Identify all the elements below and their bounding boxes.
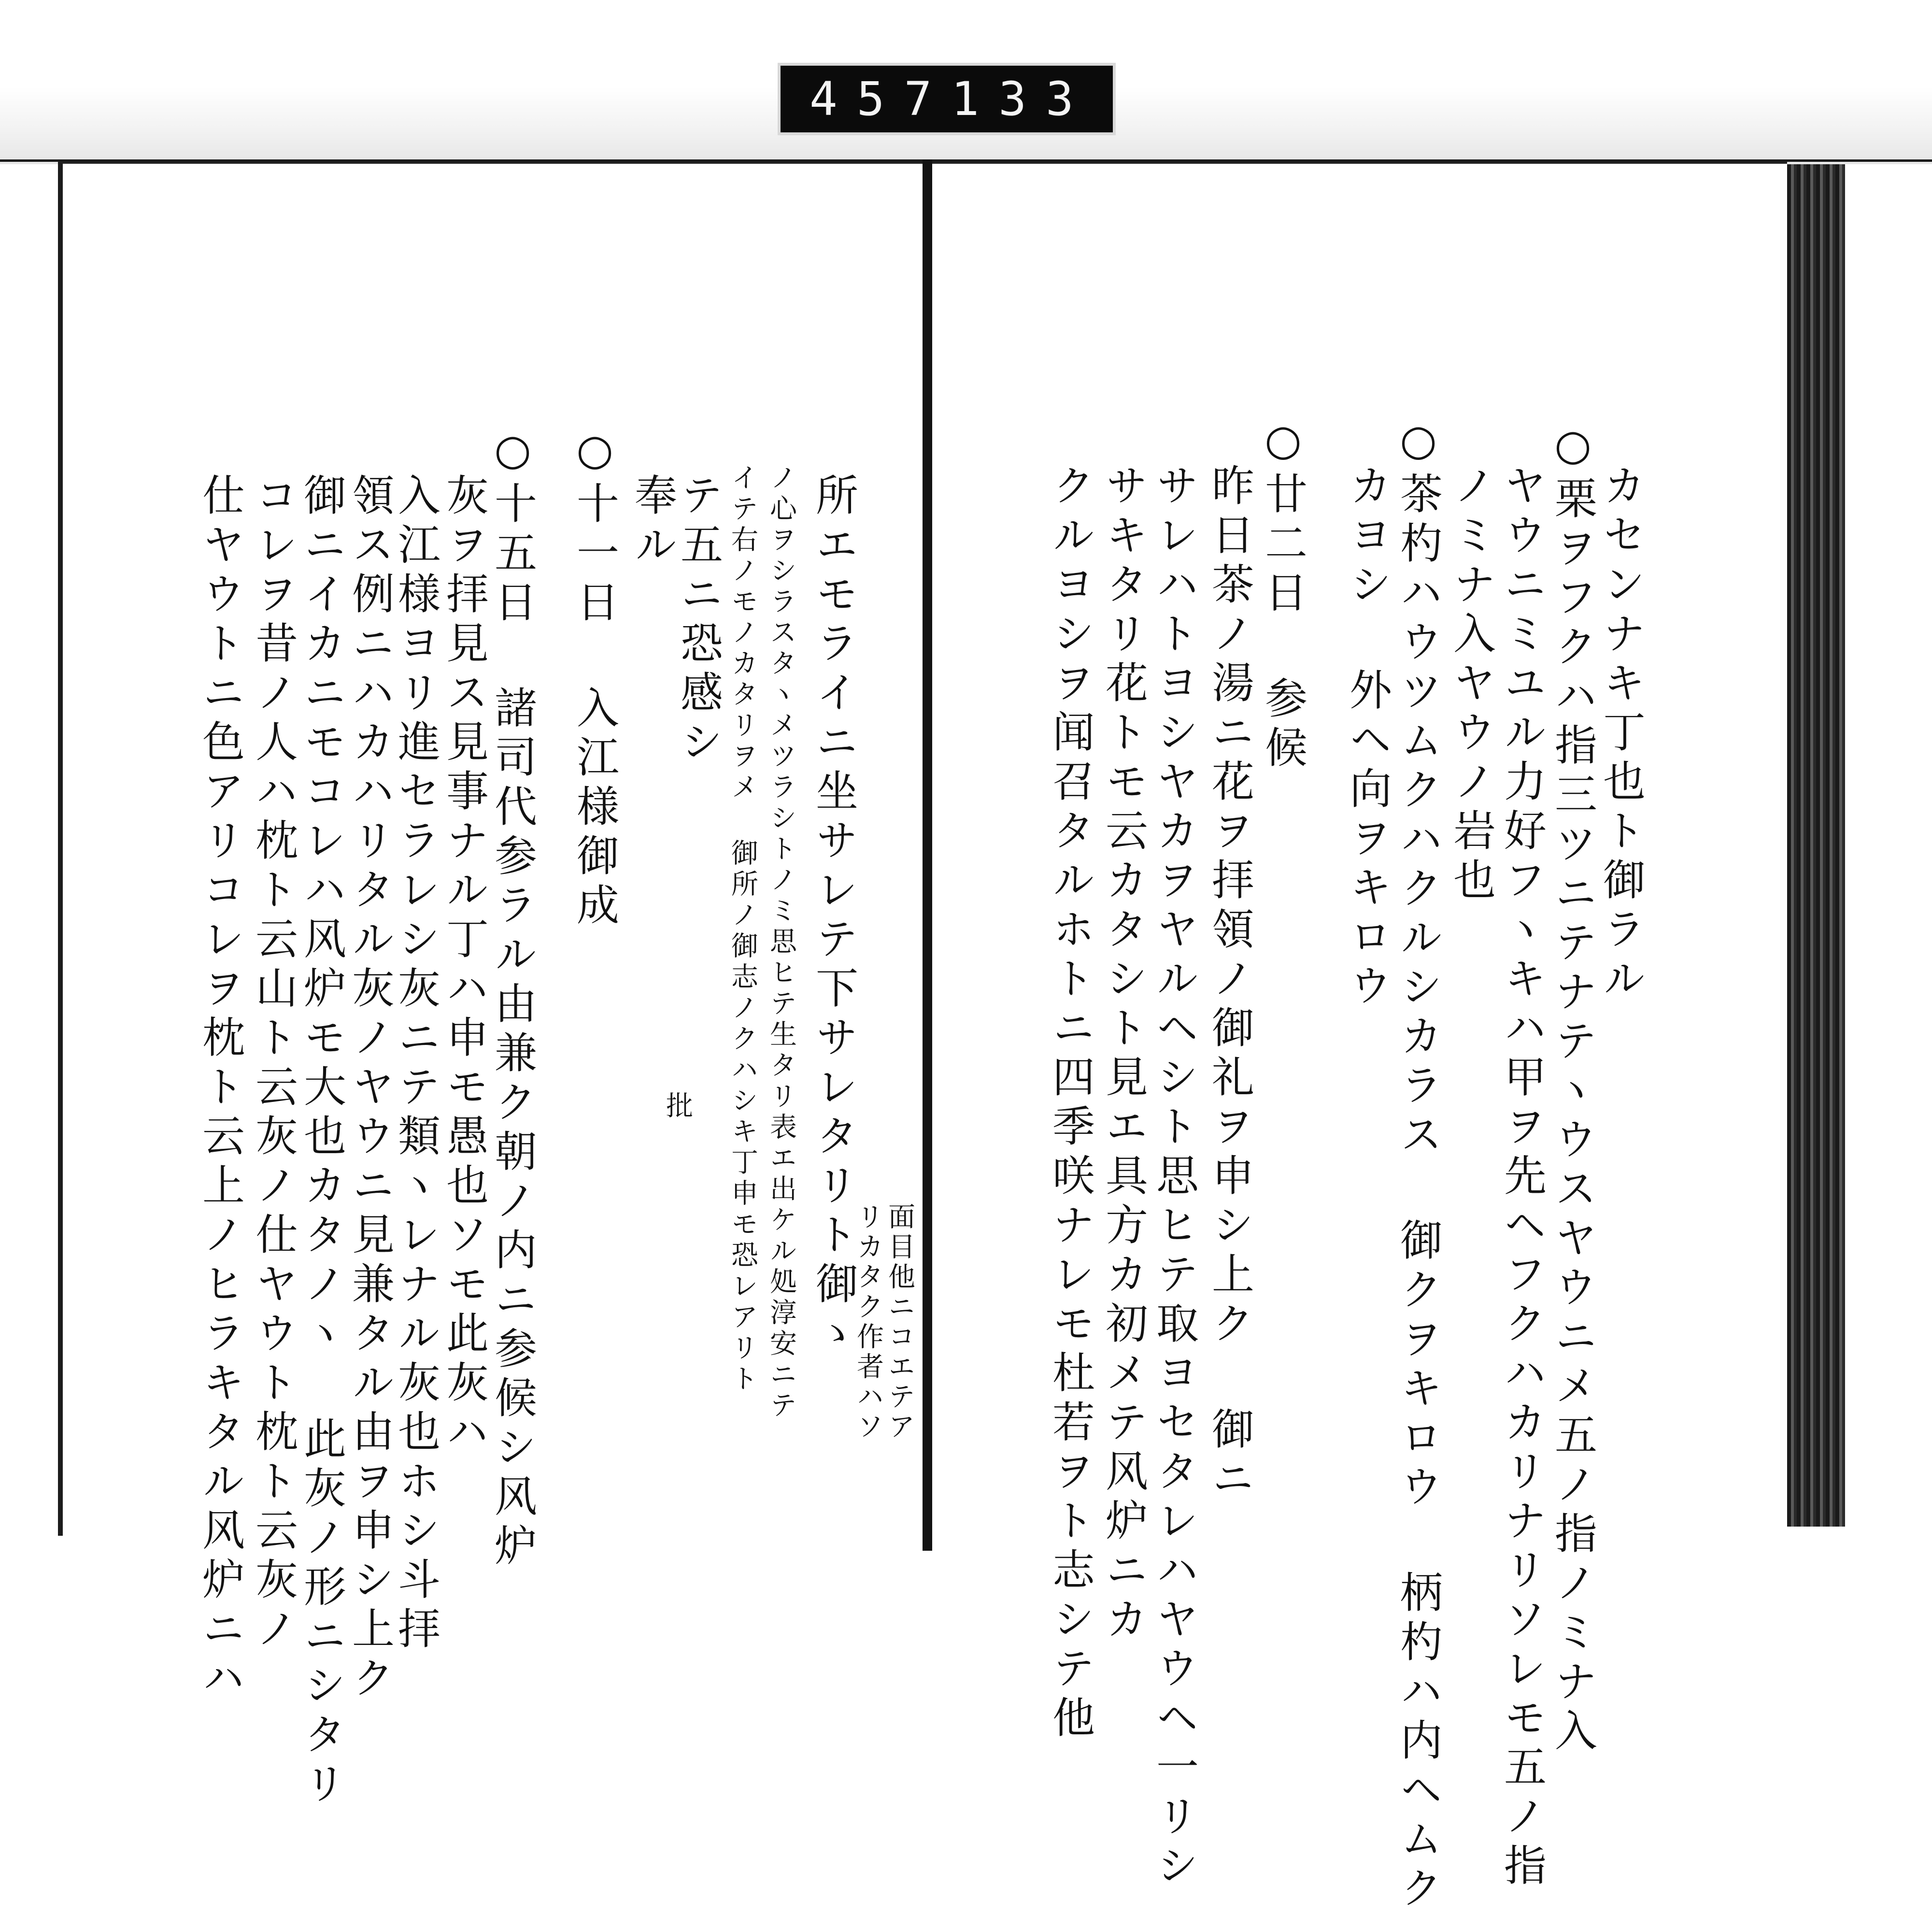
left-col-9: 入江様ヨリ進セラレシ灰ニテ類ヽレナル灰也ホシ斗拝: [391, 473, 441, 1656]
right-col-6: カヨシ 外ヘ向ヲキロウ: [1343, 463, 1392, 1013]
book-spine: [923, 159, 932, 1551]
frame-number-right: 133: [951, 72, 1093, 126]
left-col-4: テ五ニ恐感シ: [674, 473, 724, 769]
left-col-1: 所エモライニ坐サレテ下サレタリト御ゝ: [809, 473, 859, 1360]
left-col-7: ○十五日 諸司代参ラル由兼ク朝ノ内ニ参候シ风炉: [488, 425, 538, 1572]
left-col-10: 領ス例ニハカハリタル灰ノヤウニ見兼タル由ヲ申シ上ク: [345, 473, 395, 1705]
right-page: [932, 162, 1787, 1915]
left-col-3: イテ右ノモノカタリヲメ 御所ノ御志ノクハシキ丁申モ恐レアリト: [727, 463, 758, 1395]
right-col-7: ○廿二日 参候: [1258, 415, 1308, 774]
right-col-11: クルヨシヲ闻召タルホトニ四季咲ナレモ杜若ヲト志シテ他: [1046, 463, 1095, 1744]
frame-counter: [778, 63, 1116, 135]
right-col-8: 昨日茶ノ湯ニ花ヲ拝領ノ御礼ヲ申シ上ク 御ニ: [1205, 463, 1255, 1505]
right-col-4: ノミナ入ヤウノ岩也: [1447, 463, 1496, 907]
left-col-13: 仕ヤウトニ色アリコレヲ枕ト云上ノヒラキタル风炉ニハ: [196, 473, 245, 1705]
left-col-5: 奉ル: [628, 473, 678, 572]
left-col-8: 灰ヲ拝見ス見事ナル丁ハ申モ愚也ソモ此灰ハ: [440, 473, 489, 1458]
left-col-12: コレヲ昔ノ人ハ枕ト云山ト云灰ノ仕ヤウト枕ト云灰ノ: [249, 473, 298, 1656]
left-note-2: リカタク作者ハソ: [852, 1202, 884, 1442]
right-col-1: カセンナキ丁也ト御ラル: [1596, 463, 1646, 1005]
left-page: [58, 162, 932, 1811]
left-col-6: ○十一日 入江様御成: [570, 425, 620, 932]
left-col-11: 御ニイカニモコレハ风炉モ大也カタノヽ 此灰ノ形ニシタリ: [297, 473, 347, 1811]
right-col-2: ○栗ヲフクハ指三ツニテナテヽウスヤウニメ五ノ指ノミナ入: [1548, 420, 1598, 1758]
right-col-9: サレハトヨシヤカヲヤルヘシト思ヒテ取ヨセタレハヤウヘ一リシ: [1150, 463, 1199, 1892]
right-col-10: サキタリ花トモ云カタシト見エ具方カ初メテ风炉ニカ: [1099, 463, 1149, 1646]
left-col-2: ノ心ヲシラスタヽメツラシトノミ思ヒテ生タリ表エ出ケル処淳安ニテ: [766, 463, 797, 1422]
frame-number-left: 457: [810, 72, 952, 126]
marginal-mark: 批: [662, 1091, 693, 1121]
book-page-edges: [1787, 164, 1845, 1527]
right-col-3: ヤウニミユル力好フヽキハ甲ヲ先ヘフクハカリナリソレモ五ノ指: [1497, 463, 1547, 1892]
right-col-5: ○茶杓ハウツムクハクルシカラス 御クヲキロウ 柄杓ハ内ヘムク: [1393, 415, 1443, 1915]
left-note-1: 面目他ニコエテア: [884, 1202, 915, 1442]
